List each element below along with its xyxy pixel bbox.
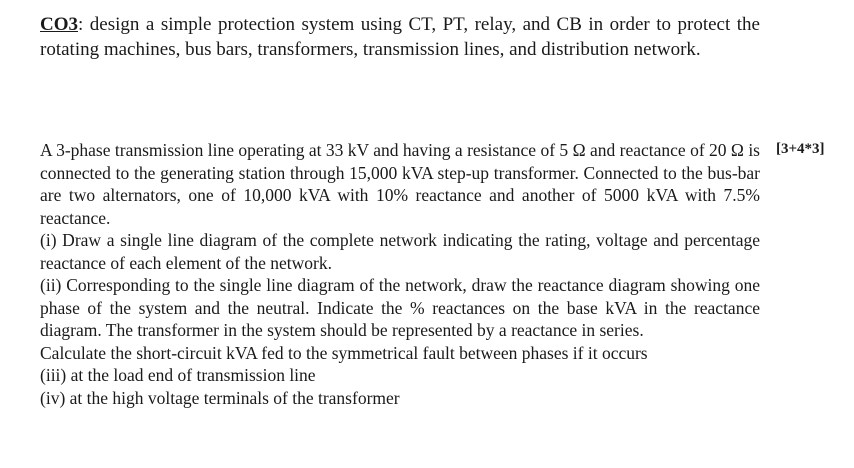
question-part-ii: (ii) Corresponding to the single line diagram of the network, draw the reactance diagram showing one phase of the system and the neutral. Indicate the % reactances on the base kVA in the reactance diagram. The transformer in the system should be represented by a reactance in series. xyxy=(40,275,760,340)
marks-allocation: [3+4*3] xyxy=(776,141,825,157)
question-part-i: (i) Draw a single line diagram of the complete network indicating the rating, voltage and percentage reactance of each element of the network. xyxy=(40,230,760,273)
question-intro: A 3-phase transmission line operating at 33 kV and having a resistance of 5 Ω and reactance of 20 Ω is connected to the generating station through 15,000 kVA step-up transformer. Connected to the bus-bar are two alternators, one of 10,000 kVA with 10% reactance and another of 5000 kVA with 7.5% reactance. xyxy=(40,140,760,228)
question-body xyxy=(40,139,760,409)
objective-text: : design a simple protection system using CT, PT, relay, and CB in order to protect the rotating machines, bus bars, transformers, transmission lines, and distribution network. xyxy=(40,14,760,60)
question-part-iii: (iii) at the load end of transmission line xyxy=(40,365,316,385)
question-part-iv: (iv) at the high voltage terminals of the transformer xyxy=(40,387,400,408)
objective-label: CO3 xyxy=(40,14,78,35)
calculation-prompt: Calculate the short-circuit kVA fed to the symmetrical fault between phases if it occurs xyxy=(40,342,648,363)
course-objective xyxy=(40,12,760,62)
